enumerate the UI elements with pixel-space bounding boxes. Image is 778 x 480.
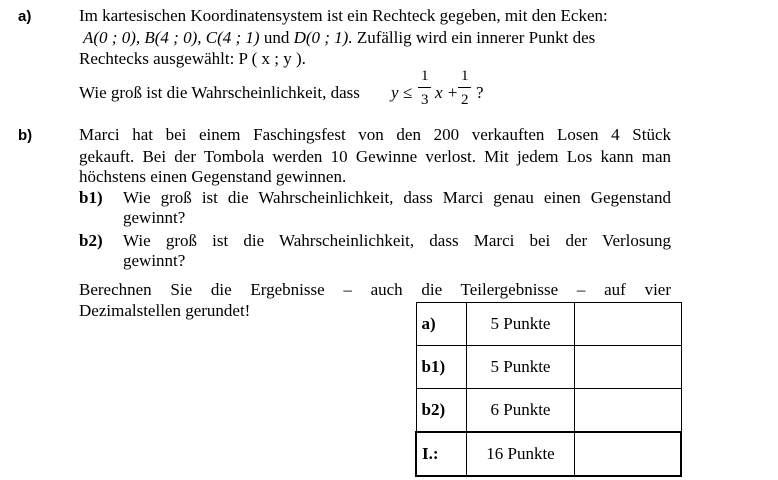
part-a-line2 <box>83 27 595 49</box>
points-cell: 6 Punkte <box>467 389 575 433</box>
part-a-label: a) <box>18 8 32 25</box>
fraction-1-denominator: 3 <box>421 92 429 108</box>
score-cell <box>575 303 682 346</box>
part-b-label: b) <box>18 127 33 144</box>
instructions-line2: Dezimalstellen gerundet! <box>79 301 251 320</box>
total-score-cell <box>575 432 682 476</box>
part-a-question-prefix: Wie groß ist die Wahrscheinlichkeit, dass <box>79 83 360 102</box>
fraction-1-bar <box>418 87 431 88</box>
b2-line2: gewinnt? <box>123 251 186 270</box>
part-a-line3: Rechtecks ausgewählt: P ( x ; y ). <box>79 49 306 68</box>
fraction-1-numerator: 1 <box>421 68 429 84</box>
part-b-line1: Marci hat bei einem Faschingsfest von den 200 verkauften Losen 4 Stück <box>79 125 671 144</box>
corner-d: D(0 ; 1). <box>293 28 353 47</box>
und-word: und <box>263 28 290 47</box>
table-row <box>416 389 681 433</box>
part-cell: b2) <box>416 389 467 433</box>
total-label-cell: I.: <box>416 432 467 476</box>
score-cell <box>575 389 682 433</box>
part-cell: a) <box>416 303 467 346</box>
table-row <box>416 346 681 389</box>
total-row <box>416 432 681 476</box>
b1-line1: Wie groß ist die Wahrscheinlichkeit, dass Marci genau einen Gegenstand <box>123 188 671 207</box>
b2-line1: Wie groß ist die Wahrscheinlichkeit, dass Marci bei der Verlosung <box>123 231 671 250</box>
score-table <box>415 302 682 477</box>
question-mark: ? <box>476 83 484 102</box>
points-cell: 5 Punkte <box>467 346 575 389</box>
inequality-lhs: y ≤ <box>391 83 413 102</box>
b1-label: b1) <box>79 188 103 207</box>
corners-abc: A(0 ; 0), B(4 ; 0), C(4 ; 1) <box>83 28 260 47</box>
part-a-line1: Im kartesischen Koordinatensystem ist ein Rechteck gegeben, mit den Ecken: <box>79 6 608 25</box>
inequality-mid: x + <box>435 83 459 102</box>
part-b-line3: höchstens einen Gegenstand gewinnen. <box>79 167 347 186</box>
fraction-2-bar <box>458 87 471 88</box>
fraction-2-denominator: 2 <box>461 92 469 108</box>
score-cell <box>575 346 682 389</box>
points-cell: 5 Punkte <box>467 303 575 346</box>
instructions-line1: Berechnen Sie die Ergebnisse – auch die Teilergebnisse – auf vier <box>79 280 671 299</box>
fraction-2-numerator: 1 <box>461 68 469 84</box>
part-a-line2-rest: Zufällig wird ein innerer Punkt des <box>356 28 596 47</box>
b1-line2: gewinnt? <box>123 208 186 227</box>
b2-label: b2) <box>79 231 103 250</box>
part-cell: b1) <box>416 346 467 389</box>
part-b-line2: gekauft. Bei der Tombola werden 10 Gewinne verlost. Mit jedem Los kann man <box>79 147 671 166</box>
total-points-cell: 16 Punkte <box>467 432 575 476</box>
table-row <box>416 303 681 346</box>
